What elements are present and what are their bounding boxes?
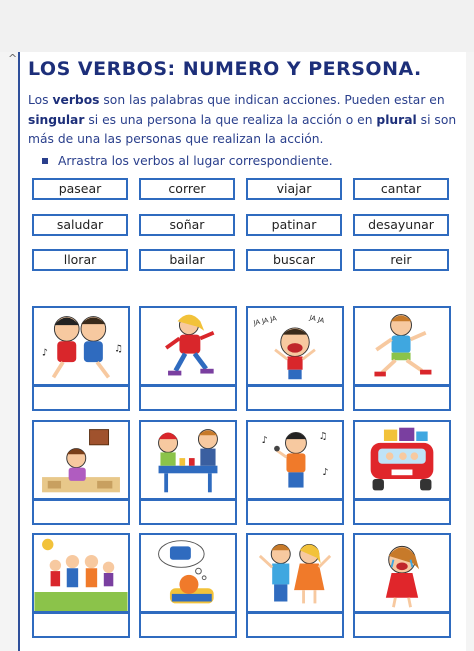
breakfast-couple-illustration	[141, 422, 235, 498]
drop-zone-2[interactable]	[139, 385, 237, 411]
verb-card-pasear[interactable]: pasear	[32, 178, 128, 200]
intro-bold-verbos: verbos	[52, 93, 100, 107]
drop-zone-11[interactable]	[246, 612, 344, 638]
intro-text-2: son las palabras que indican acciones. Pueden estar en	[99, 93, 445, 107]
crying-girl-illustration	[355, 535, 449, 611]
searching-girl-illustration	[34, 422, 128, 498]
verb-card-cantar[interactable]: cantar	[353, 178, 449, 200]
verb-card-sonar[interactable]: soñar	[139, 214, 235, 236]
laugh-label: JA JA JA	[252, 314, 278, 328]
laughing-boy-illustration	[248, 308, 342, 384]
svg-text:♪: ♪	[42, 347, 49, 359]
instruction	[42, 154, 333, 168]
verb-card-viajar[interactable]: viajar	[246, 178, 342, 200]
drop-zone-5[interactable]	[32, 499, 130, 525]
verb-card-correr[interactable]: correr	[139, 178, 235, 200]
drop-zone-1[interactable]	[32, 385, 130, 411]
instruction-text: Arrastra los verbos al lugar correspondiente.	[58, 154, 333, 168]
intro-bold-plural: plural	[376, 112, 417, 127]
chevron-up-icon[interactable]: ^	[8, 52, 18, 65]
drop-zone-6[interactable]	[139, 499, 237, 525]
skating-girl-illustration	[141, 308, 235, 384]
picture-family-walking	[32, 533, 130, 613]
drop-zone-10[interactable]	[139, 612, 237, 638]
svg-text:♪: ♪	[261, 434, 268, 446]
verb-card-desayunar[interactable]: desayunar	[353, 214, 449, 236]
singing-boy-illustration	[248, 422, 342, 498]
verb-card-patinar[interactable]: patinar	[246, 214, 342, 236]
svg-text:♪: ♪	[322, 467, 329, 479]
drop-zone-12[interactable]	[353, 612, 451, 638]
picture-boy-laughing	[246, 306, 344, 386]
walking-family-illustration	[34, 535, 128, 611]
svg-text:♫: ♫	[318, 431, 328, 443]
picture-couple-breakfast	[139, 420, 237, 500]
picture-girl-searching	[32, 420, 130, 500]
worksheet	[18, 52, 466, 651]
greeting-kids-illustration	[248, 535, 342, 611]
running-boy-illustration	[355, 308, 449, 384]
drop-zone-3[interactable]	[246, 385, 344, 411]
drop-zone-9[interactable]	[32, 612, 130, 638]
verb-card-buscar[interactable]: buscar	[246, 249, 342, 271]
page-title: LOS VERBOS: NUMERO Y PERSONA.	[28, 58, 422, 80]
picture-boy-running	[353, 306, 451, 386]
intro-text-3: si es una persona la que realiza la acción o en	[84, 112, 377, 127]
intro-text-1: Los	[28, 93, 53, 107]
verb-card-reir[interactable]: reir	[353, 249, 449, 271]
laugh-label-2: JA JA	[308, 313, 326, 325]
verb-card-saludar[interactable]: saludar	[32, 214, 128, 236]
intro-paragraph	[28, 91, 460, 150]
intro-text-4: si son más de una las personas que realizan la acción.	[28, 112, 457, 146]
verb-card-llorar[interactable]: llorar	[32, 249, 128, 271]
picture-kids-greeting	[246, 533, 344, 613]
dancing-kids-illustration	[34, 308, 128, 384]
drop-zone-8[interactable]	[353, 499, 451, 525]
picture-boy-singing	[246, 420, 344, 500]
browser-top-bar	[0, 0, 474, 52]
svg-text:♫: ♫	[114, 343, 123, 355]
dreaming-illustration	[141, 535, 235, 611]
drop-zone-7[interactable]	[246, 499, 344, 525]
drop-zone-4[interactable]	[353, 385, 451, 411]
picture-girl-crying	[353, 533, 451, 613]
picture-dreaming	[139, 533, 237, 613]
car-trip-illustration	[355, 422, 449, 498]
verb-card-bailar[interactable]: bailar	[139, 249, 235, 271]
intro-bold-singular: singular	[28, 112, 85, 127]
picture-kids-dancing	[32, 306, 130, 386]
picture-family-car-trip	[353, 420, 451, 500]
bullet-icon	[42, 158, 48, 164]
picture-girl-skating	[139, 306, 237, 386]
